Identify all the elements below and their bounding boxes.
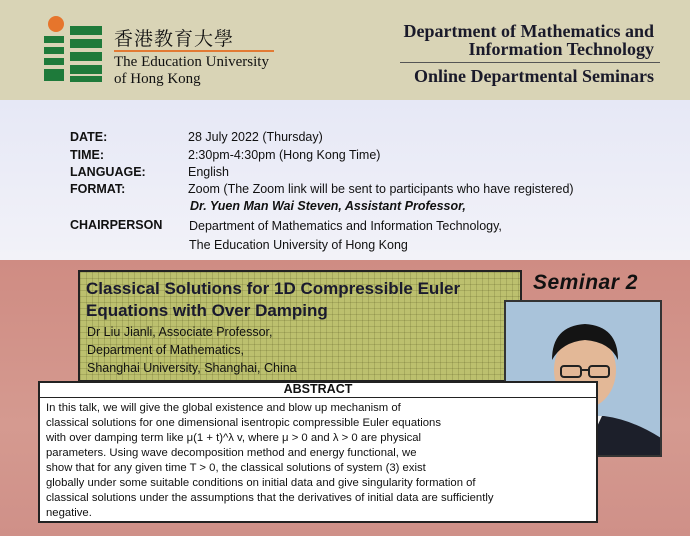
university-name-en-line1: The Education University (114, 54, 269, 70)
seminar-series-title: Online Departmental Seminars (414, 66, 654, 86)
seminar-title (86, 278, 516, 322)
abstract-line: globally under some suitable conditions on initial data and give singularity formation of (46, 477, 476, 489)
header-band (0, 0, 690, 100)
abstract-heading: ABSTRACT (38, 381, 598, 398)
department-name-line1: Department of Mathematics and (403, 21, 654, 41)
format-value: Zoom (The Zoom link will be sent to participants who have registered) (188, 182, 574, 196)
orange-divider (114, 50, 274, 52)
date-label: DATE: (70, 130, 108, 144)
language-value: English (188, 165, 229, 179)
department-name-line2: Information Technology (468, 39, 654, 59)
chairperson-affiliation-line1: Department of Mathematics and Information Technology, (189, 219, 502, 233)
abstract-line: with over damping term like μ(1 + t)^λ v, where μ > 0 and λ > 0 are physical (46, 432, 422, 444)
speaker-university: Shanghai University, Shanghai, China (87, 361, 297, 375)
header-divider (400, 62, 660, 63)
date-value: 28 July 2022 (Thursday) (188, 130, 323, 144)
event-details (0, 100, 690, 260)
abstract-line: classical solutions for one dimensional isentropic compressible Euler equations (46, 417, 441, 429)
time-label: TIME: (70, 148, 105, 162)
speaker-department: Department of Mathematics, (87, 343, 245, 357)
eduhk-logo-icon (40, 14, 106, 86)
abstract-line: parameters. Using wave decomposition method and energy functional, we (46, 447, 417, 459)
speaker-name: Dr Liu Jianli, Associate Professor, (87, 325, 273, 339)
seminar-title-line1: Classical Solutions for 1D Compressible Euler (86, 279, 461, 298)
chairperson-label: CHAIRPERSON (70, 218, 163, 232)
university-name-zh: 香港教育大學 (114, 28, 235, 50)
chairperson-affiliation-line2: The Education University of Hong Kong (189, 238, 408, 252)
abstract-line: show that for any given time T > 0, the classical solutions of system (3) exist (46, 462, 426, 474)
format-label: FORMAT: (70, 182, 126, 196)
abstract-line: classical solutions under the assumptions that the derivatives of initial data are sufficiently (46, 492, 494, 504)
time-value: 2:30pm-4:30pm (Hong Kong Time) (188, 148, 381, 162)
university-name-en-line2: of Hong Kong (114, 71, 201, 87)
abstract-line: negative. (46, 507, 92, 519)
language-label: LANGUAGE: (70, 165, 146, 179)
chairperson-name: Dr. Yuen Man Wai Steven, Assistant Professor, (190, 199, 466, 213)
abstract-line: In this talk, we will give the global existence and blow up mechanism of (46, 402, 401, 414)
seminar-title-line2: Equations with Over Damping (86, 301, 328, 320)
department-name (404, 22, 654, 58)
seminar-number: Seminar 2 (533, 271, 638, 294)
